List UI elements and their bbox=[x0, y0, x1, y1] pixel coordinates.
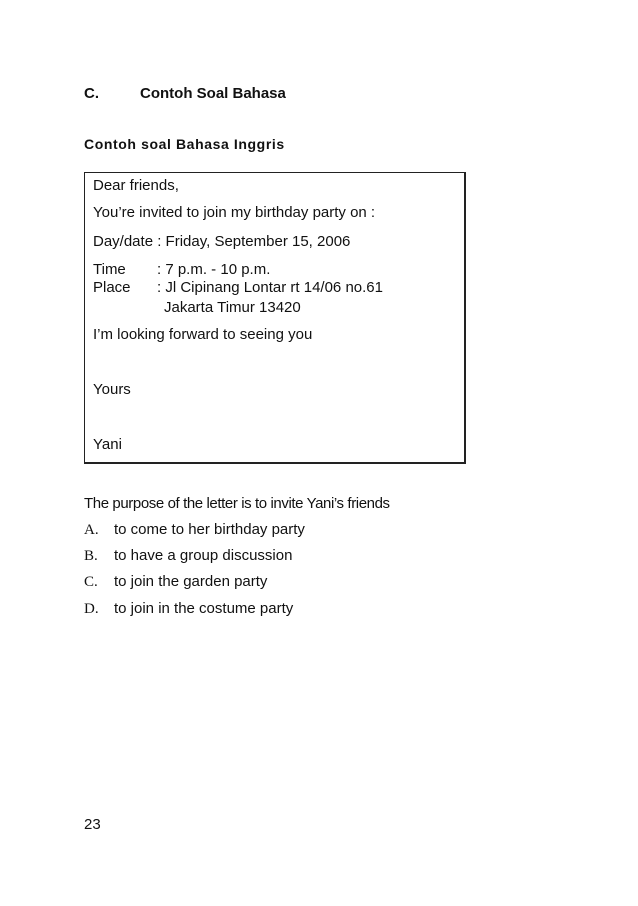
option-d-letter: D. bbox=[84, 601, 99, 617]
section-heading bbox=[84, 85, 286, 102]
letter-place-row bbox=[93, 279, 383, 296]
letter-box bbox=[84, 172, 466, 464]
option-c[interactable] bbox=[84, 573, 267, 591]
letter-time-row bbox=[93, 261, 270, 278]
place-value: : Jl Cipinang Lontar rt 14/06 no.61 bbox=[157, 279, 383, 296]
time-label: Time bbox=[93, 261, 126, 278]
section-letter: C. bbox=[84, 85, 99, 102]
letter-greeting: Dear friends, bbox=[93, 177, 179, 194]
option-b[interactable] bbox=[84, 547, 292, 565]
option-c-text: to join the garden party bbox=[114, 573, 268, 590]
section-title: Contoh Soal Bahasa bbox=[140, 85, 286, 102]
option-d-text: to join in the costume party bbox=[114, 600, 294, 617]
option-a-letter: A. bbox=[84, 522, 99, 538]
sub-heading: Contoh soal Bahasa Inggris bbox=[84, 136, 285, 152]
option-b-letter: B. bbox=[84, 548, 98, 564]
question-stem: The purpose of the letter is to invite Yani’s friends bbox=[84, 495, 390, 512]
option-a-text: to come to her birthday party bbox=[114, 521, 305, 538]
page-number: 23 bbox=[84, 816, 101, 833]
letter-signature: Yani bbox=[93, 436, 122, 453]
option-d[interactable] bbox=[84, 600, 293, 618]
option-c-letter: C. bbox=[84, 574, 98, 590]
option-a[interactable] bbox=[84, 521, 305, 539]
letter-closing-line: I’m looking forward to seeing you bbox=[93, 326, 313, 343]
time-value: : 7 p.m. - 10 p.m. bbox=[157, 261, 271, 278]
letter-signoff: Yours bbox=[93, 381, 131, 398]
letter-invitation: You’re invited to join my birthday party on : bbox=[93, 204, 376, 221]
day-label: Day/date bbox=[93, 233, 154, 250]
letter-day-row bbox=[93, 233, 350, 250]
place-value-line-2: Jakarta Timur 13420 bbox=[164, 299, 301, 316]
option-b-text: to have a group discussion bbox=[114, 547, 293, 564]
day-value: : Friday, September 15, 2006 bbox=[157, 233, 351, 250]
place-label: Place bbox=[93, 279, 131, 296]
